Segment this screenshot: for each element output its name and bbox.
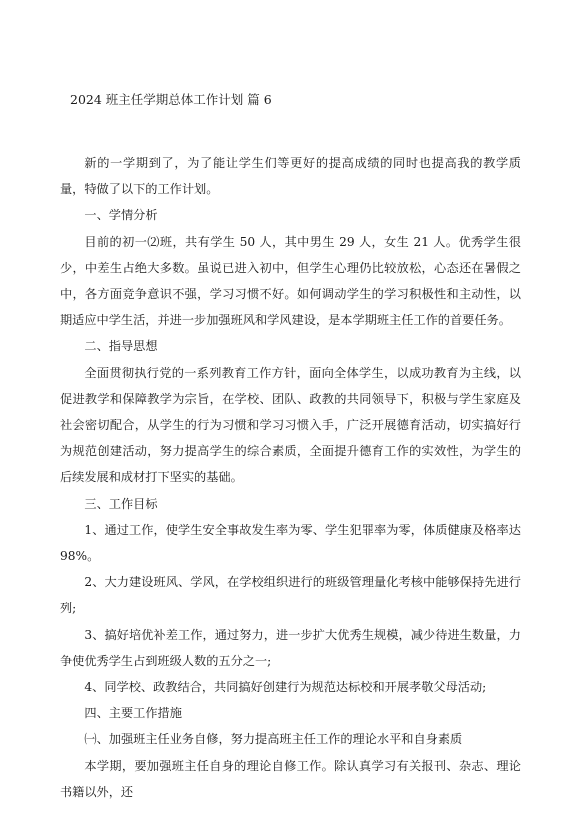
document-body [60, 150, 521, 805]
section-heading: 三、工作目标 [84, 496, 158, 511]
document-title: 2024 班主任学期总体工作计划 篇 6 [70, 92, 272, 107]
subsection-heading: ㈠、加强班主任业务自修，努力提高班主任工作的理论水平和自身素质 [84, 732, 463, 747]
goal-item: 1、通过工作，使学生安全事故发生率为零、学生犯罪率为零，体质健康及格率达 98%。 [60, 522, 521, 564]
paragraph-intro: 新的一学期到了，为了能让学生们等更好的提高成绩的同时也提高我的教学质量，特做了以下的工作计划。 [60, 156, 521, 197]
paragraph-guiding-idea: 全面贯彻执行党的一系列教育工作方针，面向全体学生，以成功教育为主线，以促进教学和保障教学为宗旨，在学校、团队、政教的共同领导下，积极与学生家庭及社会密切配合，从学生的行为习惯和学习习惯入手，广泛开展德育活动，切实搞好行为规范创建活动，努力提高学生的综合素质，全面提升德育工作的实效性，为学生的后续发展和成材打下坚实的基础。 [60, 365, 521, 485]
section-heading: 一、学情分析 [84, 208, 158, 223]
goal-item: 3、搞好培优补差工作，通过努力，进一步扩大优秀生规模，减少待进生数量，力争使优秀学生占到班级人数的五分之一; [60, 627, 521, 668]
goal-item: 2、大力建设班风、学风，在学校组织进行的班级管理量化考核中能够保持先进行列; [60, 575, 521, 616]
paragraph-situation: 目前的初一⑵班，共有学生 50 人，其中男生 29 人，女生 21 人。优秀学生很少，中差生占绝大多数。虽说已进入初中，但学生心理仍比较放松，心态还在暑假之中，各方面竞争意识不强，学习习惯不好。如何调动学生的学习积极性和主动性，以期适应中学生活，并进一步加强班风和学风建设，是本学期班主任工作的首要任务。 [60, 234, 521, 328]
section-heading: 二、指导思想 [84, 339, 158, 354]
goal-item: 4、同学校、政教结合，共同搞好创建行为规范达标校和开展孝敬父母活动; [84, 680, 487, 695]
section-heading: 四、主要工作措施 [84, 706, 182, 721]
paragraph-measures: 本学期，要加强班主任自身的理论自修工作。除认真学习有关报刊、杂志、理论书籍以外，还 [60, 758, 521, 799]
